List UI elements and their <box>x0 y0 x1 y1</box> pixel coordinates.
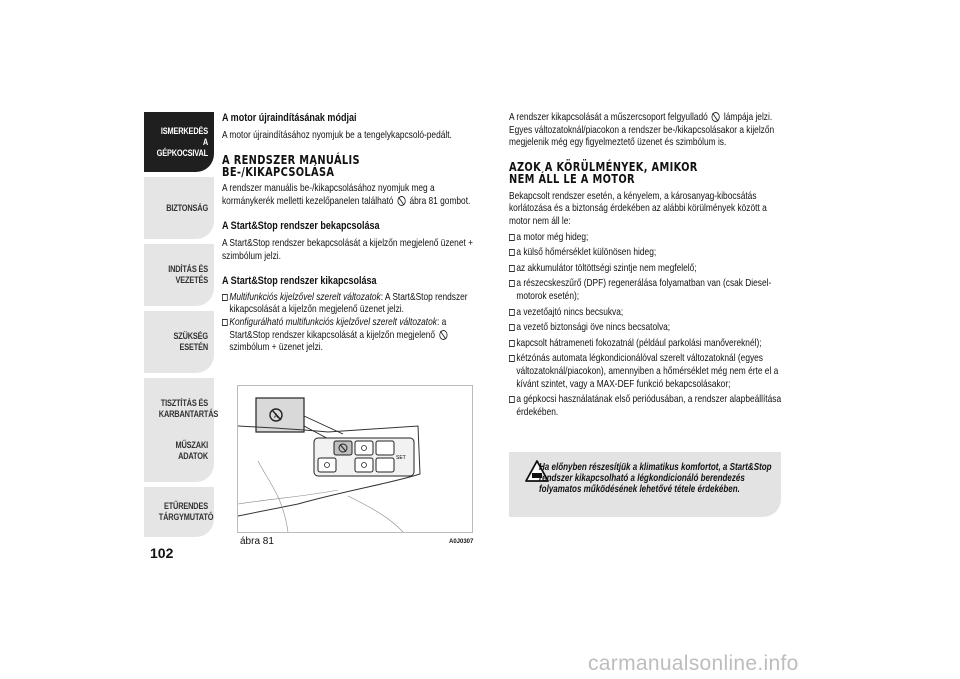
list-item-text: kapcsolt hátrameneti fokozatnál (például parkolási manővereknél); <box>516 337 762 349</box>
bullet-box-icon <box>222 319 228 326</box>
tab-starting-driving[interactable] <box>144 244 214 306</box>
list-item-text: a gépkocsi használatának első periódusában, a rendszer alapbeállítása érdekében. <box>516 394 782 418</box>
heading-manual-line2: BE-/KIKAPCSOLÁSA <box>222 165 335 180</box>
bullet-box-icon <box>509 324 515 331</box>
bullet-text-end: szimbólum + üzenet jelzi. <box>229 342 323 354</box>
bullet-box-icon <box>509 355 515 362</box>
list-item-text: a motor még hideg; <box>516 231 589 243</box>
start-stop-off-icon <box>712 112 720 122</box>
heading-manual-line1: A RENDSZER MANUÁLIS <box>222 153 360 168</box>
bullet-box-icon <box>509 280 515 287</box>
bullet-box-icon <box>222 294 228 301</box>
list-item-text: az akkumulátor töltöttségi szintje nem megfelelő; <box>516 262 697 274</box>
bullet-text: : a Start&Stop rendszer kikapcsolását a kijelzőn megjelenő <box>229 316 447 341</box>
bullet-box-icon <box>509 309 515 316</box>
heading-restart: A motor újraindításának módjai <box>222 112 357 124</box>
bullet-box-icon <box>509 265 515 272</box>
paragraph-manual <box>222 183 484 208</box>
dashboard-panel-illustration <box>238 386 472 532</box>
list-item <box>509 307 781 320</box>
figure-81 <box>237 385 473 533</box>
heading-conditions-line1: AZOK A KÖRÜLMÉNYEK, AMIKOR <box>509 159 698 174</box>
list-item-text: a vezetőajtó nincs becsukva; <box>516 306 624 318</box>
list-item <box>222 292 484 317</box>
list-item <box>509 394 781 419</box>
paragraph-restart: A motor újraindításához nyomjuk be a tengelykapcsoló-pedált. <box>222 129 452 141</box>
tab-label: ISMERKEDÉS A GÉPKOCSIVAL <box>156 125 208 158</box>
list-item-text: kétzónás automata légkondicionálóval szerelt változatoknál (egyes változatoknál/piacokon), amennyiben a hőmérséklet még nem érte el a kívánt szintet, vagy a MAX-DEF funkció bekapcsolásakor; <box>516 353 779 390</box>
bullet-box-icon <box>509 234 515 241</box>
figure-caption: ábra 81 <box>240 536 274 547</box>
svg-text:A: A <box>274 414 279 420</box>
right-column <box>509 112 781 419</box>
note-text-content: Ha előnyben részesítjük a klimatikus komfortot, a Start&Stop rendszer kikapcsolható a légkondicionáló berendezés folyamatos működésének lehetővé tétele érdekében. <box>539 462 772 495</box>
conditions-list <box>509 232 781 420</box>
figure-code: A0J0307 <box>449 539 474 545</box>
list-item-text: a külső hőmérséklet különösen hideg; <box>516 247 657 259</box>
list-item <box>509 278 781 303</box>
tab-index[interactable] <box>144 487 214 537</box>
bullet-italic: Konfigurálható multifunkciós kijelzővel szerelt változatok <box>229 316 437 328</box>
paragraph-intro <box>509 112 781 150</box>
list-item <box>509 263 781 276</box>
bullet-box-icon <box>509 249 515 256</box>
tab-label: SZÜKSÉG ESETÉN <box>173 331 208 352</box>
paragraph-conditions: Bekapcsolt rendszer esetén, a kényelem, a károsanyag-kibocsátás korlátozása és a biztonság érdekében az alábbi körülmények között a motor nem áll le: <box>509 190 767 227</box>
start-stop-off-icon <box>397 196 405 206</box>
tab-getting-to-know[interactable] <box>144 112 214 172</box>
tab-label: TISZTÍTÁS ÉS KARBANTARTÁS <box>158 398 219 419</box>
list-item <box>222 317 484 355</box>
tab-label: INDÍTÁS ÉS VEZETÉS <box>168 264 208 285</box>
heading-conditions-line2: NEM ÁLL LE A MOTOR <box>509 171 635 186</box>
list-item <box>509 353 781 391</box>
paragraph-intro-text-end: lámpája jelzi. Egyes változatoknál/piacokon a rendszer be-/kikapcsolásakor a kijelzőn megjelenik még egy figyelmeztető üzenet és szimbólum is. <box>509 112 775 149</box>
list-item <box>509 322 781 335</box>
tab-emergency[interactable] <box>144 311 214 373</box>
list-item <box>509 232 781 245</box>
tab-label: ETŰRENDES TÁRGYMUTATÓ <box>158 501 214 522</box>
tab-label: MŰSZAKI ADATOK <box>175 440 208 461</box>
tab-technical-data[interactable] <box>144 420 214 482</box>
heading-conditions <box>509 161 781 185</box>
heading-system-off: A Start&Stop rendszer kikapcsolása <box>222 275 377 288</box>
left-column <box>222 112 484 355</box>
list-item <box>509 338 781 351</box>
page-number: 102 <box>150 545 174 561</box>
start-stop-off-icon <box>439 330 447 340</box>
heading-manual <box>222 154 484 178</box>
paragraph-manual-text: A rendszer manuális be-/kikapcsolásához nyomjuk meg a kormánykerék melletti kezelőpanelen található <box>222 183 435 207</box>
bullet-text: : A Start&Stop rendszer kikapcsolását a kijelzőn megjelenő üzenet jelzi. <box>229 291 468 316</box>
paragraph-intro-text: A rendszer kikapcsolását a műszercsoport felgyulladó <box>509 112 708 123</box>
bullet-italic: Multifunkciós kijelzővel szerelt változatok <box>229 291 381 303</box>
paragraph-system-on: A Start&Stop rendszer bekapcsolását a kijelzőn megjelenő üzenet + szimbólum jelzi. <box>222 237 473 262</box>
bullet-box-icon <box>509 340 515 347</box>
bullet-box-icon <box>509 396 515 403</box>
tab-safety[interactable] <box>144 177 214 239</box>
heading-system-on: A Start&Stop rendszer bekapcsolása <box>222 220 380 233</box>
note-text <box>539 462 779 495</box>
watermark: carmanualsonline.info <box>588 652 799 675</box>
list-item-text: a részecskeszűrő (DPF) regenerálása folyamatban van (csak Diesel-motorok esetén); <box>516 278 772 302</box>
comfort-note <box>509 452 781 517</box>
tab-label: BIZTONSÁG <box>166 202 208 213</box>
list-item-text: a vezető biztonsági öve nincs becsatolva; <box>516 322 671 334</box>
set-button-label: SET <box>396 455 406 461</box>
paragraph-manual-ref: ábra 81 gombot. <box>409 195 471 207</box>
list-item <box>509 247 781 260</box>
